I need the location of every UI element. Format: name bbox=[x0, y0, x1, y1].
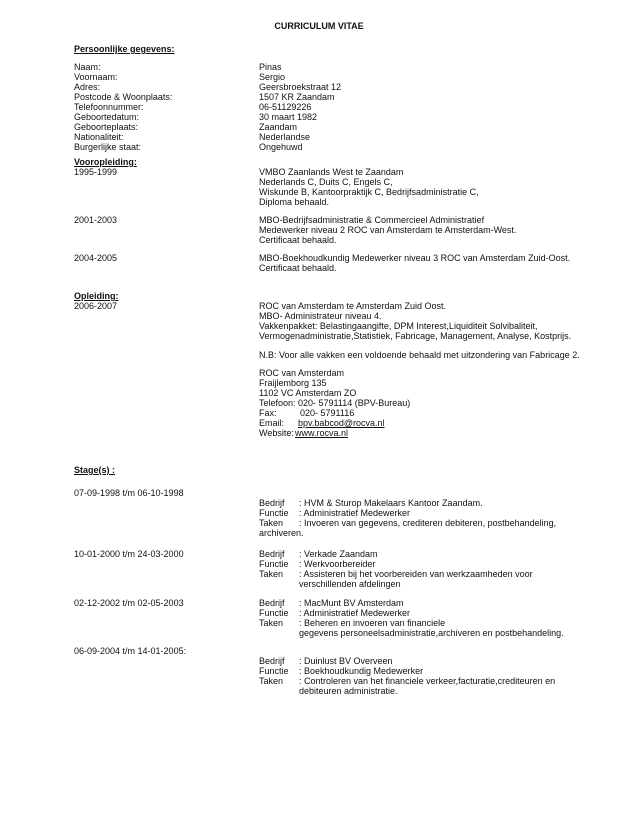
value-nationaliteit: Nederlandse bbox=[259, 132, 311, 142]
label-geboortedatum: Geboortedatum: bbox=[74, 112, 140, 122]
label-adres: Adres: bbox=[74, 82, 101, 92]
opleiding-period: 2006-2007 bbox=[74, 301, 118, 311]
vooropleiding-3-line-2: Certificaat behaald. bbox=[259, 263, 337, 273]
stage-4-taken-value: : Controleren van het financiele verkeer,facturatie,crediteuren en bbox=[299, 676, 556, 686]
stage-4-taken-continued: debiteuren administratie. bbox=[299, 686, 398, 696]
opleiding-note: N.B: Voor alle vakken een voldoende behaald met uitzondering van Fabricage 2. bbox=[259, 350, 580, 360]
opleiding-fax-label: Fax: bbox=[259, 408, 277, 418]
stage-4-period: 06-09-2004 t/m 14-01-2005: bbox=[74, 646, 187, 656]
value-postcode: 1507 KR Zaandam bbox=[259, 92, 335, 102]
stage-1-taken bbox=[259, 518, 556, 529]
opleiding-line-4: Vermogenadministratie,Statistiek, Fabricage, Management, Analyse, Kostprijs. bbox=[259, 331, 572, 341]
vooropleiding-1-line-4: Diploma behaald. bbox=[259, 197, 330, 207]
label-nationaliteit: Nationaliteit: bbox=[74, 132, 124, 142]
value-geboorteplaats: Zaandam bbox=[259, 122, 298, 132]
stage-1-taken-label: Taken bbox=[259, 518, 284, 528]
stage-4-taken-label: Taken bbox=[259, 676, 284, 686]
value-telefoon: 06-51129226 bbox=[259, 102, 312, 112]
stage-3-functie-label: Functie bbox=[259, 608, 289, 618]
vooropleiding-period-1: 1995-1999 bbox=[74, 167, 118, 177]
stage-3-taken-label: Taken bbox=[259, 618, 284, 628]
stage-4-bedrijf-value: : Duinlust BV Overveen bbox=[299, 656, 393, 666]
personal-heading: Persoonlijke gegevens: bbox=[74, 44, 175, 54]
stage-1-functie-label: Functie bbox=[259, 508, 289, 518]
stage-3-functie-value: : Administratief Medewerker bbox=[299, 608, 411, 618]
stage-1-functie-value: : Administratief Medewerker bbox=[299, 508, 411, 518]
stage-4-functie-label: Functie bbox=[259, 666, 289, 676]
opleiding-telefoon: Telefoon: 020- 5791114 (BPV-Bureau) bbox=[259, 398, 411, 408]
vooropleiding-1-line-1: VMBO Zaanlands West te Zaandam bbox=[259, 167, 404, 177]
vooropleiding-3-line-1: MBO-Boekhoudkundig Medewerker niveau 3 ROC van Amsterdam Zuid-Oost. bbox=[259, 253, 571, 263]
stage-4-functie-value: : Boekhoudkundig Medewerker bbox=[299, 666, 424, 676]
opleiding-line-1: ROC van Amsterdam te Amsterdam Zuid Oost. bbox=[259, 301, 447, 311]
opleiding-address-2: Fraijlemborg 135 bbox=[259, 378, 327, 388]
opleiding-email-label: Email: bbox=[259, 418, 285, 428]
opleiding-address-1: ROC van Amsterdam bbox=[259, 368, 345, 378]
vooropleiding-2-line-1: MBO-Bedrijfsadministratie & Commercieel Administratief bbox=[259, 215, 485, 225]
label-burgerlijke-staat: Burgerlijke staat: bbox=[74, 142, 142, 152]
stage-3-period: 02-12-2002 t/m 02-05-2003 bbox=[74, 598, 184, 608]
stage-3-bedrijf-value: : MacMunt BV Amsterdam bbox=[299, 598, 404, 608]
stage-2-taken-continued: verschillenden afdelingen bbox=[299, 579, 401, 589]
stages-heading: Stage(s) : bbox=[74, 465, 116, 475]
stage-1-taken-value: : Invoeren van gegevens, crediteren debiteren, postbehandeling, bbox=[299, 518, 557, 528]
value-burgerlijke-staat: Ongehuwd bbox=[259, 142, 303, 152]
label-postcode: Postcode & Woonplaats: bbox=[74, 92, 173, 102]
value-naam: Pinas bbox=[259, 62, 282, 72]
vooropleiding-2-line-2: Medewerker niveau 2 ROC van Amsterdam te Amsterdam-West. bbox=[259, 225, 517, 235]
stage-2-taken-value: : Assisteren bij het voorbereiden van werkzaamheden voor bbox=[299, 569, 533, 579]
document-title: CURRICULUM VITAE bbox=[274, 21, 364, 31]
stage-2-functie-value: : Werkvoorbereider bbox=[299, 559, 376, 569]
opleiding-fax-value: 020- 5791116 bbox=[300, 408, 355, 418]
stage-2-bedrijf-value: : Verkade Zaandam bbox=[299, 549, 378, 559]
stage-1-taken-continued: archiveren. bbox=[259, 528, 304, 538]
stage-3-taken-value: : Beheren en invoeren van financiele bbox=[299, 618, 446, 628]
stage-3-bedrijf-label: Bedrijf bbox=[259, 598, 285, 608]
vooropleiding-period-3: 2004-2005 bbox=[74, 253, 118, 263]
value-geboortedatum: 30 maart 1982 bbox=[259, 112, 318, 122]
stage-1-period: 07-09-1998 t/m 06-10-1998 bbox=[74, 488, 184, 498]
opleiding-line-2: MBO- Administrateur niveau 4. bbox=[259, 311, 382, 321]
label-geboorteplaats: Geboorteplaats: bbox=[74, 122, 139, 132]
stage-2-bedrijf-label: Bedrijf bbox=[259, 549, 285, 559]
vooropleiding-1-line-2: Nederlands C, Duits C, Engels C, bbox=[259, 177, 393, 187]
stage-3-taken-continued: gegevens personeelsadministratie,archiveren en postbehandeling. bbox=[299, 628, 564, 638]
label-naam: Naam: bbox=[74, 62, 101, 72]
stage-4-bedrijf-label: Bedrijf bbox=[259, 656, 285, 666]
opleiding-heading: Opleiding: bbox=[74, 291, 119, 301]
opleiding-email-link[interactable]: bpv.babcod@rocva.nl bbox=[298, 418, 385, 428]
stage-1-bedrijf-value: : HVM & Sturop Makelaars Kantoor Zaandam. bbox=[299, 498, 483, 508]
vooropleiding-period-2: 2001-2003 bbox=[74, 215, 118, 225]
vooropleiding-1-line-3: Wiskunde B, Kantoorpraktijk C, Bedrijfsadministratie C, bbox=[259, 187, 479, 197]
value-adres: Geersbroekstraat 12 bbox=[259, 82, 342, 92]
opleiding-address-3: 1102 VC Amsterdam ZO bbox=[259, 388, 357, 398]
stage-2-period: 10-01-2000 t/m 24-03-2000 bbox=[74, 549, 184, 559]
label-telefoon: Telefoonnummer: bbox=[74, 102, 144, 112]
stage-1-bedrijf-label: Bedrijf bbox=[259, 498, 285, 508]
vooropleiding-heading: Vooropleiding: bbox=[74, 157, 137, 167]
opleiding-line-3: Vakkenpakket: Belastingaangifte, DPM Interest,Liquiditeit Solvibaliteit, bbox=[259, 321, 538, 331]
value-voornaam: Sergio bbox=[259, 72, 286, 82]
opleiding-website-label: Website: bbox=[259, 428, 294, 438]
stage-2-taken-label: Taken bbox=[259, 569, 284, 579]
vooropleiding-2-line-3: Certificaat behaald. bbox=[259, 235, 337, 245]
stage-2-functie-label: Functie bbox=[259, 559, 289, 569]
opleiding-website-link[interactable]: www.rocva.nl bbox=[295, 428, 349, 438]
label-voornaam: Voornaam: bbox=[74, 72, 118, 82]
